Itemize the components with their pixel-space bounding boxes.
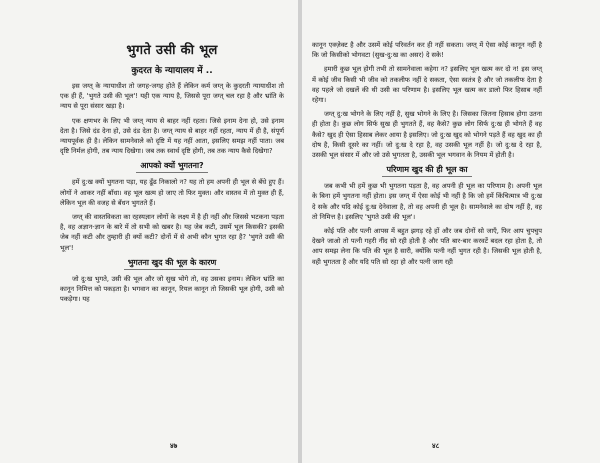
page-number: ४८ <box>432 442 440 450</box>
section-heading-text: भुगतना खुद की भूल के कारण <box>124 257 221 270</box>
paragraph: कानून एक्ज़ेक्ट है और उसमें कोई परिवर्तन कर ही नहीं सकता। जग्त् में ऐसा कोई कानून नहीं है कि जो किसीको भोगवटा (सुख-दु:ख का असर) दे सके! <box>312 41 542 60</box>
paragraph: हमारी कुछ भूल होगी तभी तो सामनेवाला कहेगा न? इसलिए भूल खत्म कर दो न! इस जग्त् में कोई जीव किसी भी जीव को तकलीफ नहीं दे सकता, ऐसा स्वतंत्र है और जो तकलीफ देता है वह पहले जो दखलें की थी उसी का परिणाम है। इसलिए भूल खत्म कर डालो फिर हिसाब नहीं रहेगा। <box>312 65 542 105</box>
section-heading <box>60 160 284 173</box>
paragraph: कोई पति और पत्नी आपस में बहुत झगड़ रहे हों और जब दोनों सो जाएँ, फिर आप चुपचुप देखने जाओ तो पत्नी गहरी नींद सो रही होती है और पति बार-बार करवटें बदल रहा होता है, तो आप समझ लेना कि पति की भूल है सारी, क्योंकि पत्नी नहीं भुगत रही है। जिसकी भूल होती है, वही भुगतता है और यदि पति सो रहा हो और पत्नी जाग रही <box>312 227 542 266</box>
paragraph: हमें दु:ख क्यों भुगतना पड़ा, यह ढूँढ निकालो न? यह तो हम अपनी ही भूल से बँधे हुए हैं। लोगों ने आकर नहीं बाँधा। वह भूल खत्म हो जाए तो फिर मुक्त। और वास्तव में तो मुक्त ही हैं, लेकिन भूल की वजह से बँधन भुगतते हैं। <box>60 178 284 207</box>
section-heading-text: आपको क्यों भुगतना? <box>136 160 207 173</box>
section-heading <box>312 164 542 177</box>
section-heading <box>60 257 284 270</box>
right-page <box>302 0 600 463</box>
chapter-subtitle: कुदरत के न्यायालय में .. <box>131 66 213 76</box>
paragraph: एक क्षणभर के लिए भी जग्त् न्याय से बाहर नहीं रहता। जिसे इनाम देना हो, उसे इनाम देता है। जिसे दंड देना हो, उसे दंड देता है। जग्त् न्याय से बाहर नहीं रहता, न्याय में ही है, संपूर्ण न्यायपूर्वक ही है। लेकिन सामनेवाले को दृष्टि में यह नहीं आता, इसलिए समझ नहीं पाता। जब दृष्टि निर्मल होगी, तब न्याय दिखेगा। जब तक स्वार्थ दृष्टि होगी, तब तक न्याय कैसे दिखेगा? <box>60 116 284 156</box>
paragraph: जो दु:ख भुगते, उसी की भूल और जो सुख भोगे तो, वह उसका इनाम। लेकिन भ्रांति का कानून निमित्त को पकड़ता है। भगवान का कानून, रियल कानून तो जिसकी भूल होगी, उसी को पकड़ेगा। यह <box>60 274 284 304</box>
left-page <box>0 0 298 463</box>
section-heading-text: परिणाम खुद की ही भूल का <box>382 164 471 177</box>
paragraph: जग्त् दु:ख भोगने के लिए नहीं है, सुख भोगने के लिए है। जिसका जितना हिसाब होगा उतना ही होता है। कुछ लोग सिर्फ सुख ही भुगतते हैं, वह कैसे? कुछ लोग सिर्फ दु:ख ही भोगते हैं वह कैसे? खुद ही ऐसा हिसाब लेकर आया है इसलिए। जो दु:ख खुद को भोगने पड़ते हैं वह खुद का ही दोष है, किसी दूसरे का नहीं। जो दु:ख दे रहा है, वह उसकी भूल नहीं है। जो दु:ख दे रहा है, उसकी भूल संसार में और जो उसे भुगतता है, उसकी भूल भगवान के नियम में होती है। <box>312 110 542 160</box>
paragraph: जग्त् की वास्तविकता का रहस्यज्ञान लोगों के लक्ष्य में है ही नहीं और जिससे भटकना पड़ता है, वह अज्ञान-ज्ञान के बारे में तो सभी को खबर है। यह जेब कटी, उसमें भूल किसकी? इसकी जेब नहीं कटी और तुम्हारी ही क्यों कटी? दोनों में से अभी कौन भुगत रहा है? 'भुगते उसी की भूल'! <box>60 213 284 252</box>
page-number: ४७ <box>170 442 178 450</box>
paragraph: जब कभी भी हमें कुछ भी भुगतना पड़ता है, वह अपनी ही भूल का परिणाम है। अपनी भूल के बिना हमें भुगतना नहीं होता। इस जग्त् में ऐसा कोई भी नहीं है कि जो हमें किंचित्मात्र भी दु:ख दे सके और यदि कोई दु:ख देनेवाला है, तो वह अपनी ही भूल है। सामनेवाले का दोष नहीं है, वह तो निमित्त है। इसलिए 'भुगते उसी की भूल'। <box>312 182 542 221</box>
chapter-title: भुगते उसी की भूल <box>126 43 218 58</box>
paragraph: इस जग्त् के न्यायाधीश तो जगह-जगह होते हैं लेकिन कर्म जग्त् के कुदरती न्यायाधीश तो एक ही हैं, 'भुगते उसी की भूल'! यही एक न्याय है, जिससे पूरा जग्त् चल रहा है और भ्रांति के न्याय से पूरा संसार खड़ा है। <box>60 82 284 111</box>
